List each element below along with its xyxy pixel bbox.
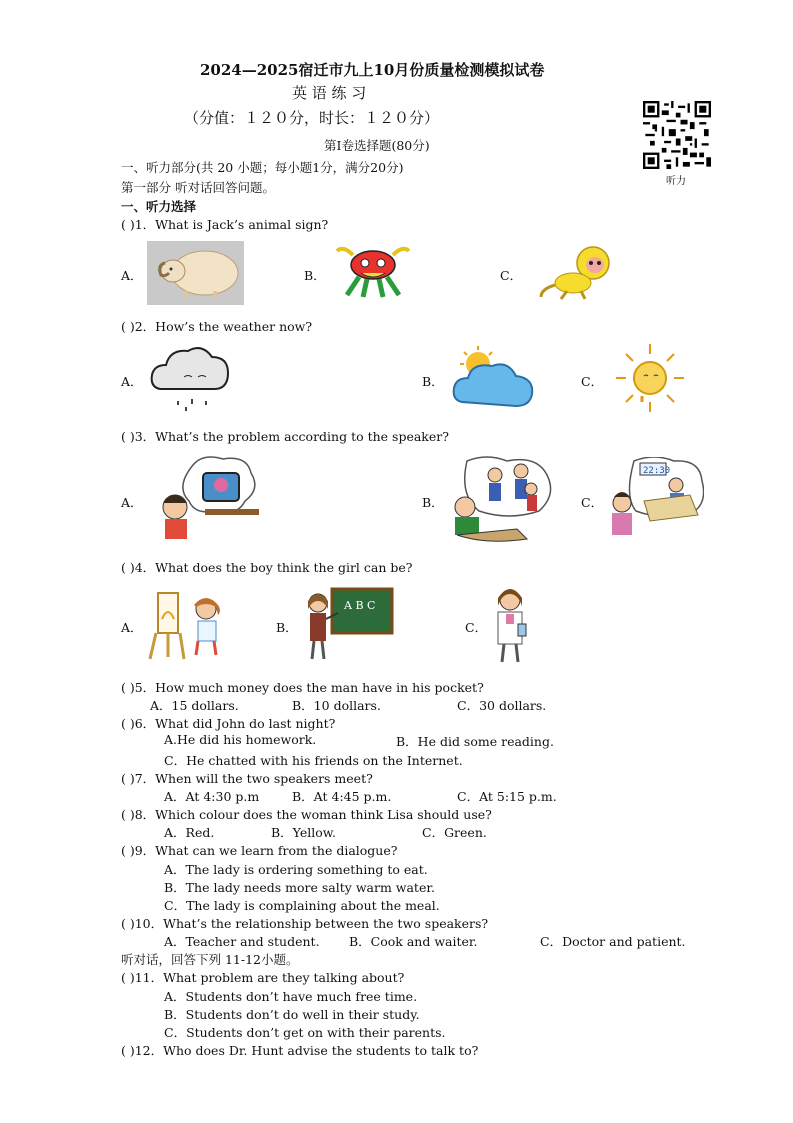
q7-stem: ( )7．When will the two speakers meet? — [121, 771, 373, 786]
q5-option-b[interactable]: B．10 dollars. — [292, 698, 381, 713]
late-homework-icon — [604, 457, 704, 541]
q4-option-a[interactable]: A． — [121, 620, 143, 635]
noisy-tv-icon — [155, 455, 261, 541]
q9-stem: ( )9．What can we learn from the dialogue? — [121, 843, 398, 858]
qr-code-icon[interactable] — [643, 101, 711, 169]
q5-option-a[interactable]: A．15 dollars. — [150, 698, 239, 713]
q10-option-a[interactable]: A．Teacher and student. — [164, 934, 320, 949]
sheep-icon — [147, 241, 244, 305]
q11-option-a[interactable]: A．Students don’t have much free time. — [164, 989, 418, 1004]
q6-stem: ( )6．What did John do last night? — [121, 716, 336, 731]
q8-option-b[interactable]: B．Yellow. — [271, 825, 336, 840]
score-time: （分值：１２０分，时长：１２０分） — [184, 109, 440, 127]
teacher-icon — [302, 587, 394, 663]
q5-stem: ( )5．How much money does the man have in his pocket? — [121, 680, 484, 695]
painter-girl-icon — [148, 589, 228, 661]
ox-icon — [333, 243, 419, 301]
part1-heading: 一、听力部分(共 20 小题；每小题1分，满分20分) — [121, 160, 404, 175]
q1-option-b[interactable]: B． — [304, 268, 326, 283]
listening-select-heading: 一、听力选择 — [121, 199, 197, 214]
q2-option-b[interactable]: B． — [422, 374, 444, 389]
q10-stem: ( )10．What’s the relationship between the two speakers? — [121, 916, 489, 931]
q8-stem: ( )8．Which colour does the woman think Lisa should use? — [121, 807, 492, 822]
q12-stem: ( )12．Who does Dr. Hunt advise the students to talk to? — [121, 1043, 479, 1058]
exam-title: 2024—2025宿迁市九上10月份质量检测模拟试卷 — [200, 61, 545, 79]
q6-option-b[interactable]: B．He did some reading. — [396, 734, 554, 749]
q7-option-b[interactable]: B．At 4:45 p.m. — [292, 789, 392, 804]
cloudy-sun-icon — [452, 346, 536, 412]
q9-option-c[interactable]: C．The lady is complaining about the meal. — [164, 898, 440, 913]
q9-option-b[interactable]: B．The lady needs more salty warm water. — [164, 880, 435, 895]
q8-option-c[interactable]: C．Green. — [422, 825, 487, 840]
q1-stem: ( )1．What is Jack’s animal sign? — [121, 217, 329, 232]
q3-option-b[interactable]: B． — [422, 495, 444, 510]
q8-option-a[interactable]: A．Red. — [164, 825, 215, 840]
q7-option-c[interactable]: C．At 5:15 p.m. — [457, 789, 557, 804]
section-title: 第Ⅰ卷选择题(80分) — [324, 138, 430, 153]
q2-stem: ( )2．How’s the weather now? — [121, 319, 313, 334]
exam-subtitle: 英 语 练 习 — [292, 84, 367, 102]
q7-option-a[interactable]: A．At 4:30 p.m — [164, 789, 260, 804]
q11-option-b[interactable]: B．Students don’t do well in their study. — [164, 1007, 420, 1022]
q9-option-a[interactable]: A．The lady is ordering something to eat. — [164, 862, 428, 877]
q10-option-b[interactable]: B．Cook and waiter. — [349, 934, 478, 949]
q2-option-c[interactable]: C． — [581, 374, 604, 389]
classroom-fight-icon — [447, 455, 555, 545]
q4-stem: ( )4．What does the boy think the girl can be? — [121, 560, 413, 575]
q5-option-c[interactable]: C．30 dollars. — [457, 698, 547, 713]
q3-option-a[interactable]: A． — [121, 495, 143, 510]
monkey-icon — [537, 243, 619, 301]
q6-option-c[interactable]: C．He chatted with his friends on the Internet. — [164, 753, 463, 768]
hot-sun-icon — [612, 340, 688, 416]
q1-option-a[interactable]: A． — [121, 268, 143, 283]
q4-option-b[interactable]: B． — [276, 620, 298, 635]
blackboard-text: A B C — [344, 599, 376, 612]
qr-caption: 听力 — [666, 176, 686, 187]
q1-option-c[interactable]: C． — [500, 268, 523, 283]
listen-note: 听对话，回答下列 11-12小题。 — [121, 952, 299, 967]
q3-stem: ( )3．What’s the problem according to the speaker? — [121, 429, 449, 444]
rain-cloud-icon — [148, 343, 236, 413]
doctor-icon — [488, 586, 532, 664]
q10-option-c[interactable]: C．Doctor and patient. — [540, 934, 686, 949]
clock-text: 22:30 — [643, 466, 671, 476]
q11-option-c[interactable]: C．Students don’t get on with their parents. — [164, 1025, 446, 1040]
q11-stem: ( )11．What problem are they talking about? — [121, 970, 405, 985]
q6-option-a[interactable]: A.He did his homework. — [164, 732, 317, 747]
q2-option-a[interactable]: A． — [121, 374, 143, 389]
q3-option-c[interactable]: C． — [581, 495, 604, 510]
q4-option-c[interactable]: C． — [465, 620, 488, 635]
part1-sub: 第一部分 听对话回答问题。 — [121, 180, 275, 195]
